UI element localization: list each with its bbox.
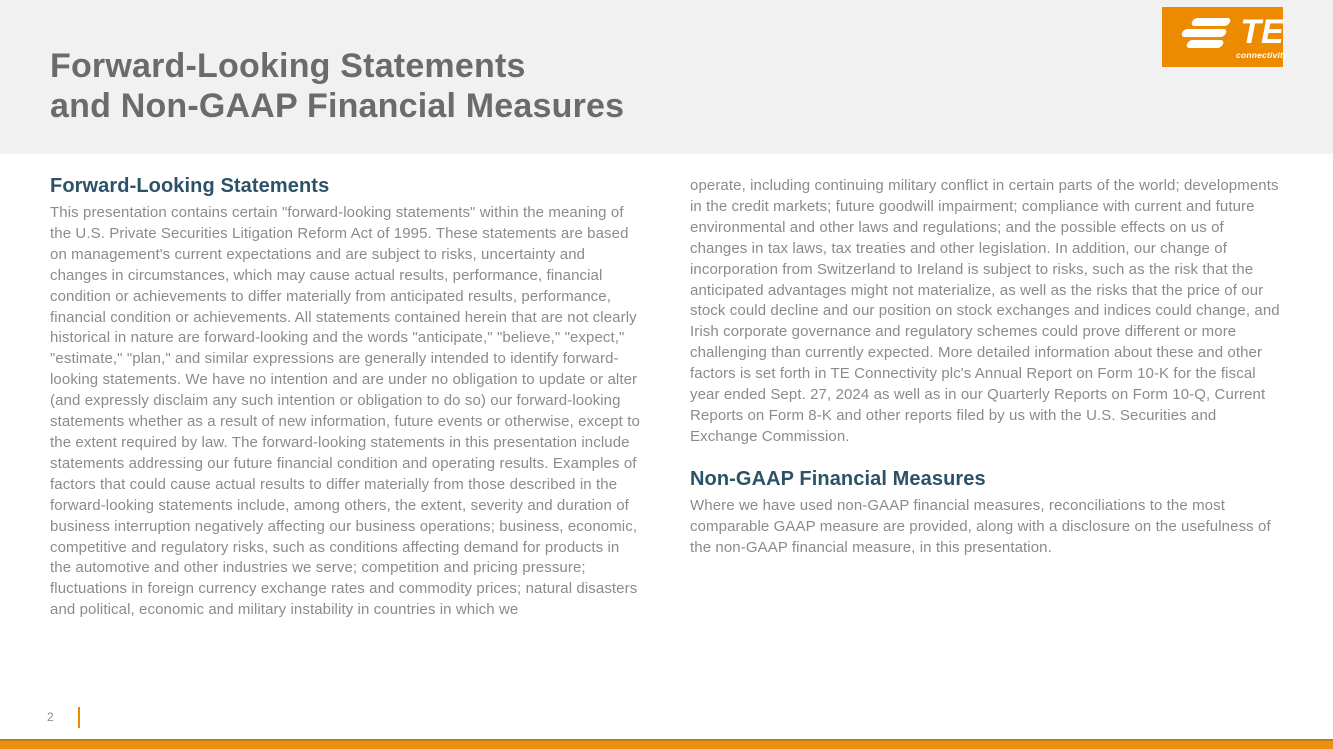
slide-header xyxy=(0,0,1333,154)
footer-divider xyxy=(78,707,80,728)
te-connectivity-logo xyxy=(1162,7,1288,67)
logo-bar-middle xyxy=(1180,29,1227,37)
non-gaap-paragraph: Where we have used non-GAAP financial measures, reconciliations to the most comparable GAAP measure are provided, along with a disclosure on the usefulness of the non-GAAP financial measure, in this presentation. xyxy=(690,496,1271,556)
right-column xyxy=(690,176,1283,621)
slide-title-line1: Forward-Looking Statements xyxy=(50,47,526,85)
te-logo-e-icon xyxy=(1180,18,1238,56)
forward-looking-paragraph: This presentation contains certain "forward-looking statements" within the meaning of the U.S. Private Securities Litigation Reform Act of 1995. These statements are based on management's current expectations and are subject to risks, uncertainty and changes in circumstances, which may cause actual results, performance, financial condition or achievements to differ materially from anticipated results, performance, financial condition or achievements. All statements contained herein that are not clearly historical in nature are forward-looking and the words "anticipate," "believe," "expect," "estimate," "plan," and similar expressions are generally intended to identify forward-looking statements. We have no intention and are under no obligation to update or alter (and expressly disclaim any such intention or obligation to do so) our forward-looking statements whether as a result of new information, future events or otherwise, except to the extent required by law. The forward-looking statements in this presentation include statements addressing our future financial condition and operating results. Examples of factors that could cause actual results to differ materially from those described in the forward-looking statements include, among others, the extent, severity and duration of business interruption negatively affecting our business operations; business, economic, competitive and regulatory risks, such as conditions affecting demand for products in the automotive and other industries we serve; competition and pricing pressure; fluctuations in foreign currency exchange rates and commodity prices; natural disasters and political, economic and military instability in countries in which we xyxy=(50,204,640,619)
logo-text-block xyxy=(1236,14,1288,60)
logo-connectivity-text: connectivity xyxy=(1236,50,1288,60)
logo-bar-bottom xyxy=(1185,40,1224,48)
forward-looking-paragraph-continued: operate, including continuing military conflict in certain parts of the world; developments in the credit markets; future goodwill impairment; compliance with current and future environmental and other laws and regulations; and the possible effects on us of changes in tax laws, tax treaties and other legislation. In addition, our change of incorporation from Switzerland to Ireland is subject to risks, such as the risk that the anticipated advantages might not materialize, as well as the risks that the price of our stock could decline and our position on stock exchanges and indices could change, and Irish corporate governance and regulatory schemes could prove different or more challenging than currently expected. More detailed information about these and other factors is set forth in TE Connectivity plc's Annual Report on Form 10-K for the fiscal year ended Sept. 27, 2024 as well as in our Quarterly Reports on Form 10-Q, Current Reports on Form 8-K and other reports filed by us with the U.S. Securities and Exchange Commission. xyxy=(690,177,1280,445)
slide-title-line2: and Non-GAAP Financial Measures xyxy=(50,87,625,125)
bottom-accent-bar xyxy=(0,739,1333,749)
logo-bar-top xyxy=(1190,18,1231,26)
non-gaap-heading: Non-GAAP Financial Measures xyxy=(690,467,986,490)
slide-footer xyxy=(0,707,1333,731)
forward-looking-heading: Forward-Looking Statements xyxy=(50,175,330,197)
page-number: 2 xyxy=(47,710,54,724)
logo-te-text: TE xyxy=(1240,13,1284,51)
left-column xyxy=(50,176,642,621)
slide-body xyxy=(50,154,1283,621)
slide-title xyxy=(50,46,624,126)
